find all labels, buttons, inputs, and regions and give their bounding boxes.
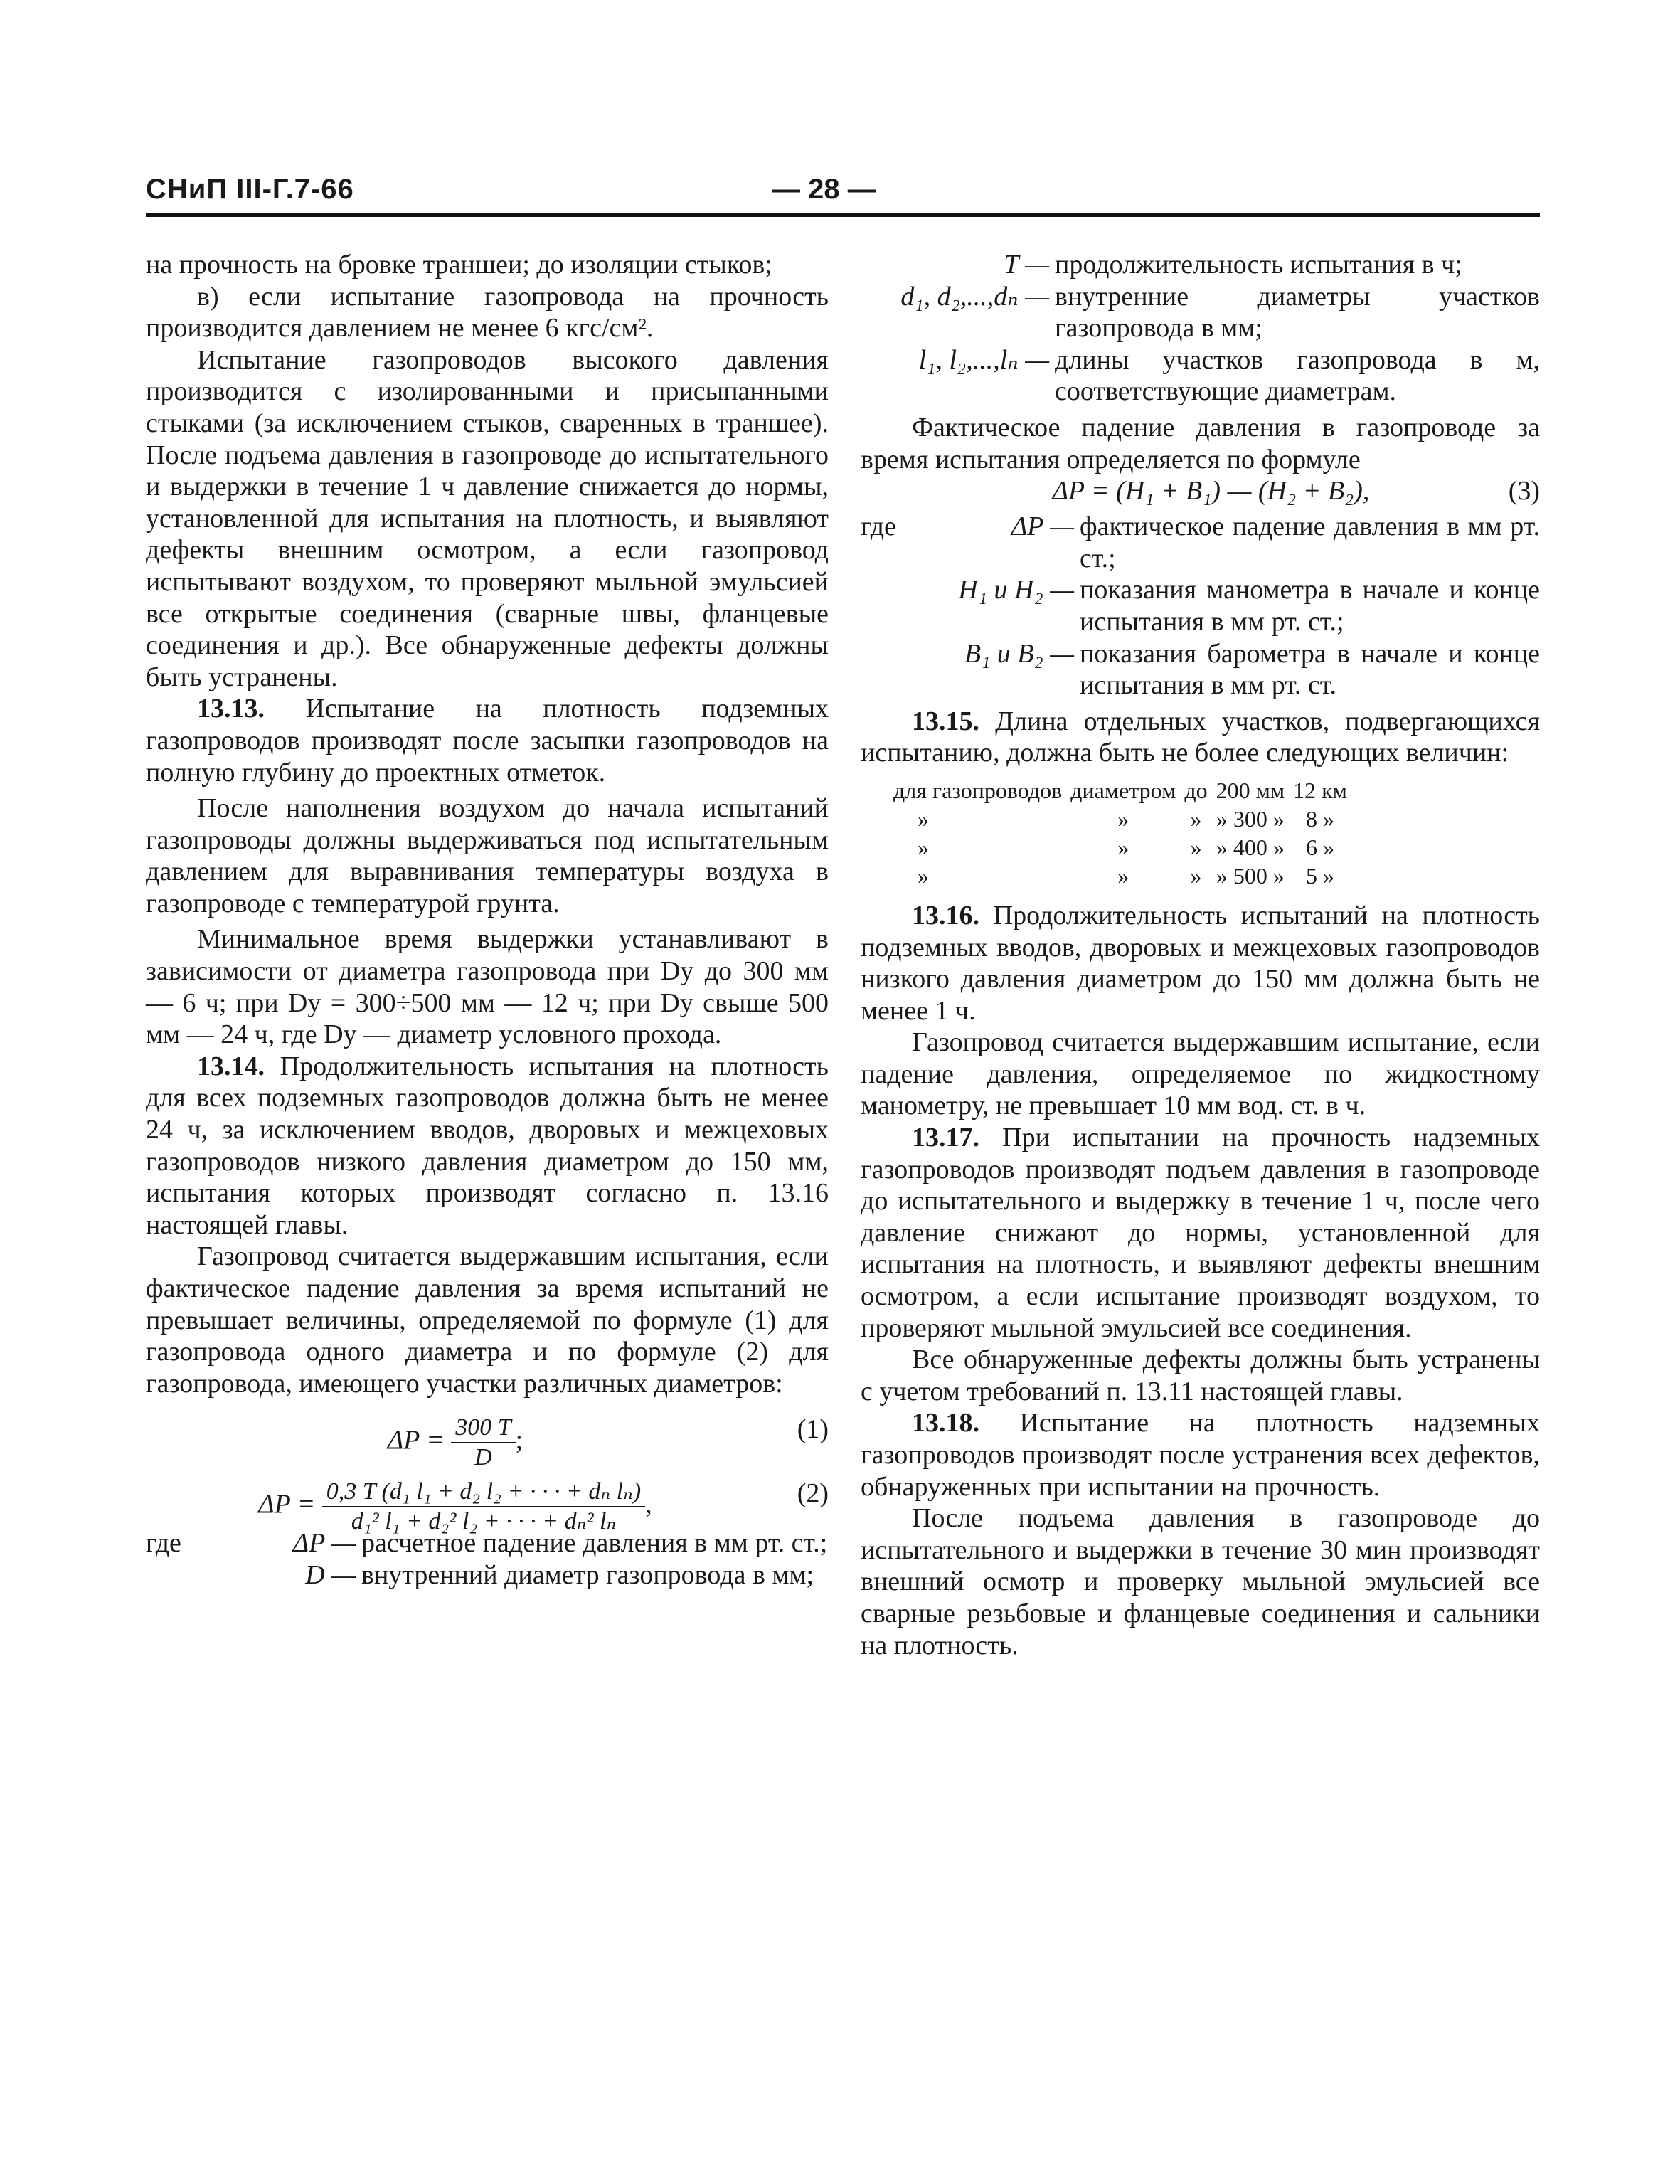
formula-2 — [146, 1463, 829, 1535]
definition-term: l₁, l₂,...,lₙ — — [918, 344, 1049, 375]
definition — [861, 344, 1540, 408]
paragraph: Газопровод считается выдержавшим испытания, если фактическое падение давления за время испытаний не превышает величины, определяемой по формуле (1) для газопровода одного диаметра и по формуле (2) для газопровода, имеющего участки различных диаметров: — [146, 1241, 829, 1399]
definition-term: H₁ и H₂ — — [958, 575, 1074, 605]
left-column — [146, 249, 829, 1591]
paragraph: на прочность на бровке траншеи; до изоляции стыков; — [146, 250, 772, 280]
table-cell: 5 » — [1305, 862, 1334, 889]
definition-term: d₁, d₂,...,dₙ — — [900, 281, 1049, 312]
numerator: 300 T — [451, 1414, 515, 1443]
definition-text: продолжительность испытания в ч; — [1055, 250, 1462, 280]
paragraph: После подъема давления в газопроводе до испытательного и выдержки в течение 30 мин производят внешний осмотр и проверку мыльной эмульсией все сварные резьбовые и фланцевые соединения и сальники на плотность. — [861, 1503, 1540, 1660]
table-cell: » — [918, 862, 929, 889]
definition-term: ΔP — — [292, 1528, 356, 1559]
definition-term: ΔP — — [1011, 511, 1074, 542]
paragraph: После наполнения воздухом до начала испытаний газопроводы должны выдерживаться под испытательным давлением для выравнивания температуры воздуха в газопроводе с температурой грунта. — [146, 793, 829, 918]
table-cell: » 300 » — [1216, 805, 1285, 832]
clause-text: Испытание на плотность надземных газопроводов производят после устранения всех дефектов, обнаруженных при испытании на прочность. — [861, 1408, 1540, 1502]
table-cell: » — [1190, 862, 1202, 889]
definition — [861, 249, 1540, 281]
definition-text: фактическое падение давления в мм рт. ст.; — [1080, 511, 1540, 573]
paragraph-13-14 — [146, 1051, 829, 1241]
definition-term: B₁ и B₂ — — [964, 638, 1074, 669]
table-cell: 12 км — [1293, 777, 1347, 803]
table-cell: 200 мм — [1216, 777, 1285, 803]
denominator: d₁² l₁ + d₂² l₂ + · · · + dₙ² lₙ — [351, 1508, 617, 1535]
clause-number: 13.18. — [912, 1408, 979, 1438]
paragraph-13-13 — [146, 693, 829, 788]
definition-text: длины участков газопровода в м, соответствующие диаметрам. — [1055, 344, 1540, 407]
definition — [861, 638, 1540, 701]
denominator: D — [474, 1444, 492, 1471]
numerator: 0,3 T (d₁ l₁ + d₂ l₂ + · · · + dₙ lₙ) — [322, 1478, 645, 1507]
table-cell: » 400 » — [1216, 834, 1285, 860]
table-cell: » 500 » — [1216, 862, 1285, 889]
where-label: где — [861, 511, 896, 542]
table-row — [889, 805, 1351, 833]
paragraph: Испытание газопроводов высокого давления производится с изолированными и присыпанными стыками (за исключением стыков, сваренных в траншее). После подъема давления в газопроводе до испытательного и выдержки в течение 1 ч давление снижается до нормы, установленной для испытания на плотность, и выявляют дефекты внешним осмотром, а если газопровод испытывают воздухом, то проверяют мыльной эмульсией все открытые соединения (сварные швы, фланцевые соединения и др.). Все обнаруженные дефекты должны быть устранены. — [146, 344, 829, 692]
paragraph: Минимальное время выдержки устанавливают в зависимости от диаметра газопровода при Dу до 300 мм — 6 ч; при Dу = 300÷500 мм — 12 ч; при Dу свыше 500 мм — 24 ч, где Dу — диаметр условного прохода. — [146, 924, 829, 1050]
definition — [146, 1559, 829, 1591]
page-header — [146, 169, 1540, 212]
page-number: — 28 — — [772, 174, 876, 205]
clause-text: Продолжительность испытания на плотность для всех подземных газопроводов должна быть не менее 24 ч, за исключением вводов, дворовых и межцеховых газопроводов низкого давления диаметром до 150 мм, испытания которых производят согласно п. 13.16 настоящей главы. — [146, 1051, 829, 1240]
paragraph-13-15 — [861, 706, 1540, 769]
definition — [861, 574, 1540, 637]
definition-term: D — — [305, 1559, 356, 1590]
table-cell: 6 » — [1305, 834, 1334, 860]
formula-1 — [146, 1399, 829, 1471]
formula-3 — [861, 475, 1540, 511]
paragraph: в) если испытание газопровода на прочность производится давлением не менее 6 кгс/см². — [146, 281, 829, 344]
table-cell: до — [1184, 777, 1208, 803]
clause-number: 13.15. — [912, 706, 979, 736]
table-cell: » — [918, 805, 929, 832]
clause-number: 13.16. — [912, 900, 979, 931]
table-cell: » — [1117, 834, 1129, 860]
table-row — [889, 862, 1351, 890]
formula-number: (1) — [797, 1414, 829, 1445]
clause-number: 13.14. — [197, 1051, 265, 1081]
paragraph: Фактическое падение давления в газопроводе за время испытания определяется по формуле — [861, 412, 1540, 475]
table-cell: для газопроводов — [893, 777, 1063, 803]
formula-number: (3) — [1508, 476, 1540, 507]
paragraph-13-17 — [861, 1122, 1540, 1344]
clause-text: Испытание на плотность подземных газопроводов производят после засыпки газопроводов на полную глубину до проектных отметок. — [146, 694, 829, 788]
table-cell: » — [1190, 834, 1202, 860]
clause-text: Длина отдельных участков, подвергающихся испытанию, должна быть не более следующих величин: — [861, 706, 1540, 768]
where-label: где — [146, 1528, 181, 1559]
table-cell: диаметром — [1070, 777, 1176, 803]
definition-term: T — — [1004, 250, 1049, 280]
definition-text: показания барометра в начале и конце испытания в мм рт. ст. — [1080, 638, 1540, 701]
table-cell: 8 » — [1305, 805, 1334, 832]
paragraph: Все обнаруженные дефекты должны быть устранены с учетом требований п. 13.11 настоящей главы. — [861, 1345, 1540, 1406]
paragraph-13-18 — [861, 1407, 1540, 1502]
formula-lhs: ΔP = — [387, 1426, 445, 1456]
definition-text: расчетное падение давления в мм рт. ст.; — [361, 1528, 828, 1559]
table-row — [889, 776, 1351, 805]
header-rule — [146, 213, 1540, 217]
formula-tail: ; — [515, 1426, 523, 1456]
definition — [861, 281, 1540, 344]
document-code: СНиП III-Г.7-66 — [146, 174, 354, 205]
clause-text: Продолжительность испытаний на плотность подземных вводов, дворовых и межцеховых газопроводов низкого давления диаметром до 150 мм должна быть не менее 1 ч. — [861, 900, 1541, 1026]
definition-text: внутренний диаметр газопровода в мм; — [361, 1559, 814, 1590]
clause-text: При испытании на прочность надземных газопроводов производят подъем давления в газопроводе до испытательного и выдержку в течение 1 ч, после чего давление снижают до нормы, установленной для испытания на плотность, и выявляют дефекты внешним осмотром, а если испытание производят воздухом, то проверяют мыльной эмульсией все соединения. — [861, 1123, 1540, 1343]
formula-number: (2) — [797, 1478, 829, 1509]
paragraph-13-16 — [861, 900, 1540, 1027]
definition-text: показания манометра в начале и конце испытания в мм рт. ст.; — [1080, 575, 1540, 637]
table-row — [889, 833, 1351, 862]
table-cell: » — [1117, 805, 1129, 832]
clause-number: 13.17. — [912, 1123, 979, 1153]
right-column — [861, 249, 1540, 1661]
length-table — [889, 776, 1351, 890]
clause-number: 13.13. — [197, 694, 265, 724]
table-cell: » — [1117, 862, 1129, 889]
definition-text: внутренние диаметры участков газопровода в мм; — [1055, 281, 1540, 344]
fraction — [322, 1478, 645, 1536]
paragraph: Газопровод считается выдержавшим испытание, если падение давления, определяемое по жидкостному манометру, не превышает 10 мм вод. ст. в ч. — [861, 1027, 1540, 1121]
table-cell: » — [1190, 805, 1202, 832]
formula-tail: , — [645, 1490, 652, 1520]
formula-expression: ΔP = (H₁ + B₁) — (H₂ + B₂), — [1052, 476, 1370, 507]
formula-lhs: ΔP = — [258, 1490, 316, 1520]
definition — [861, 511, 1540, 574]
table-cell: » — [918, 834, 929, 860]
